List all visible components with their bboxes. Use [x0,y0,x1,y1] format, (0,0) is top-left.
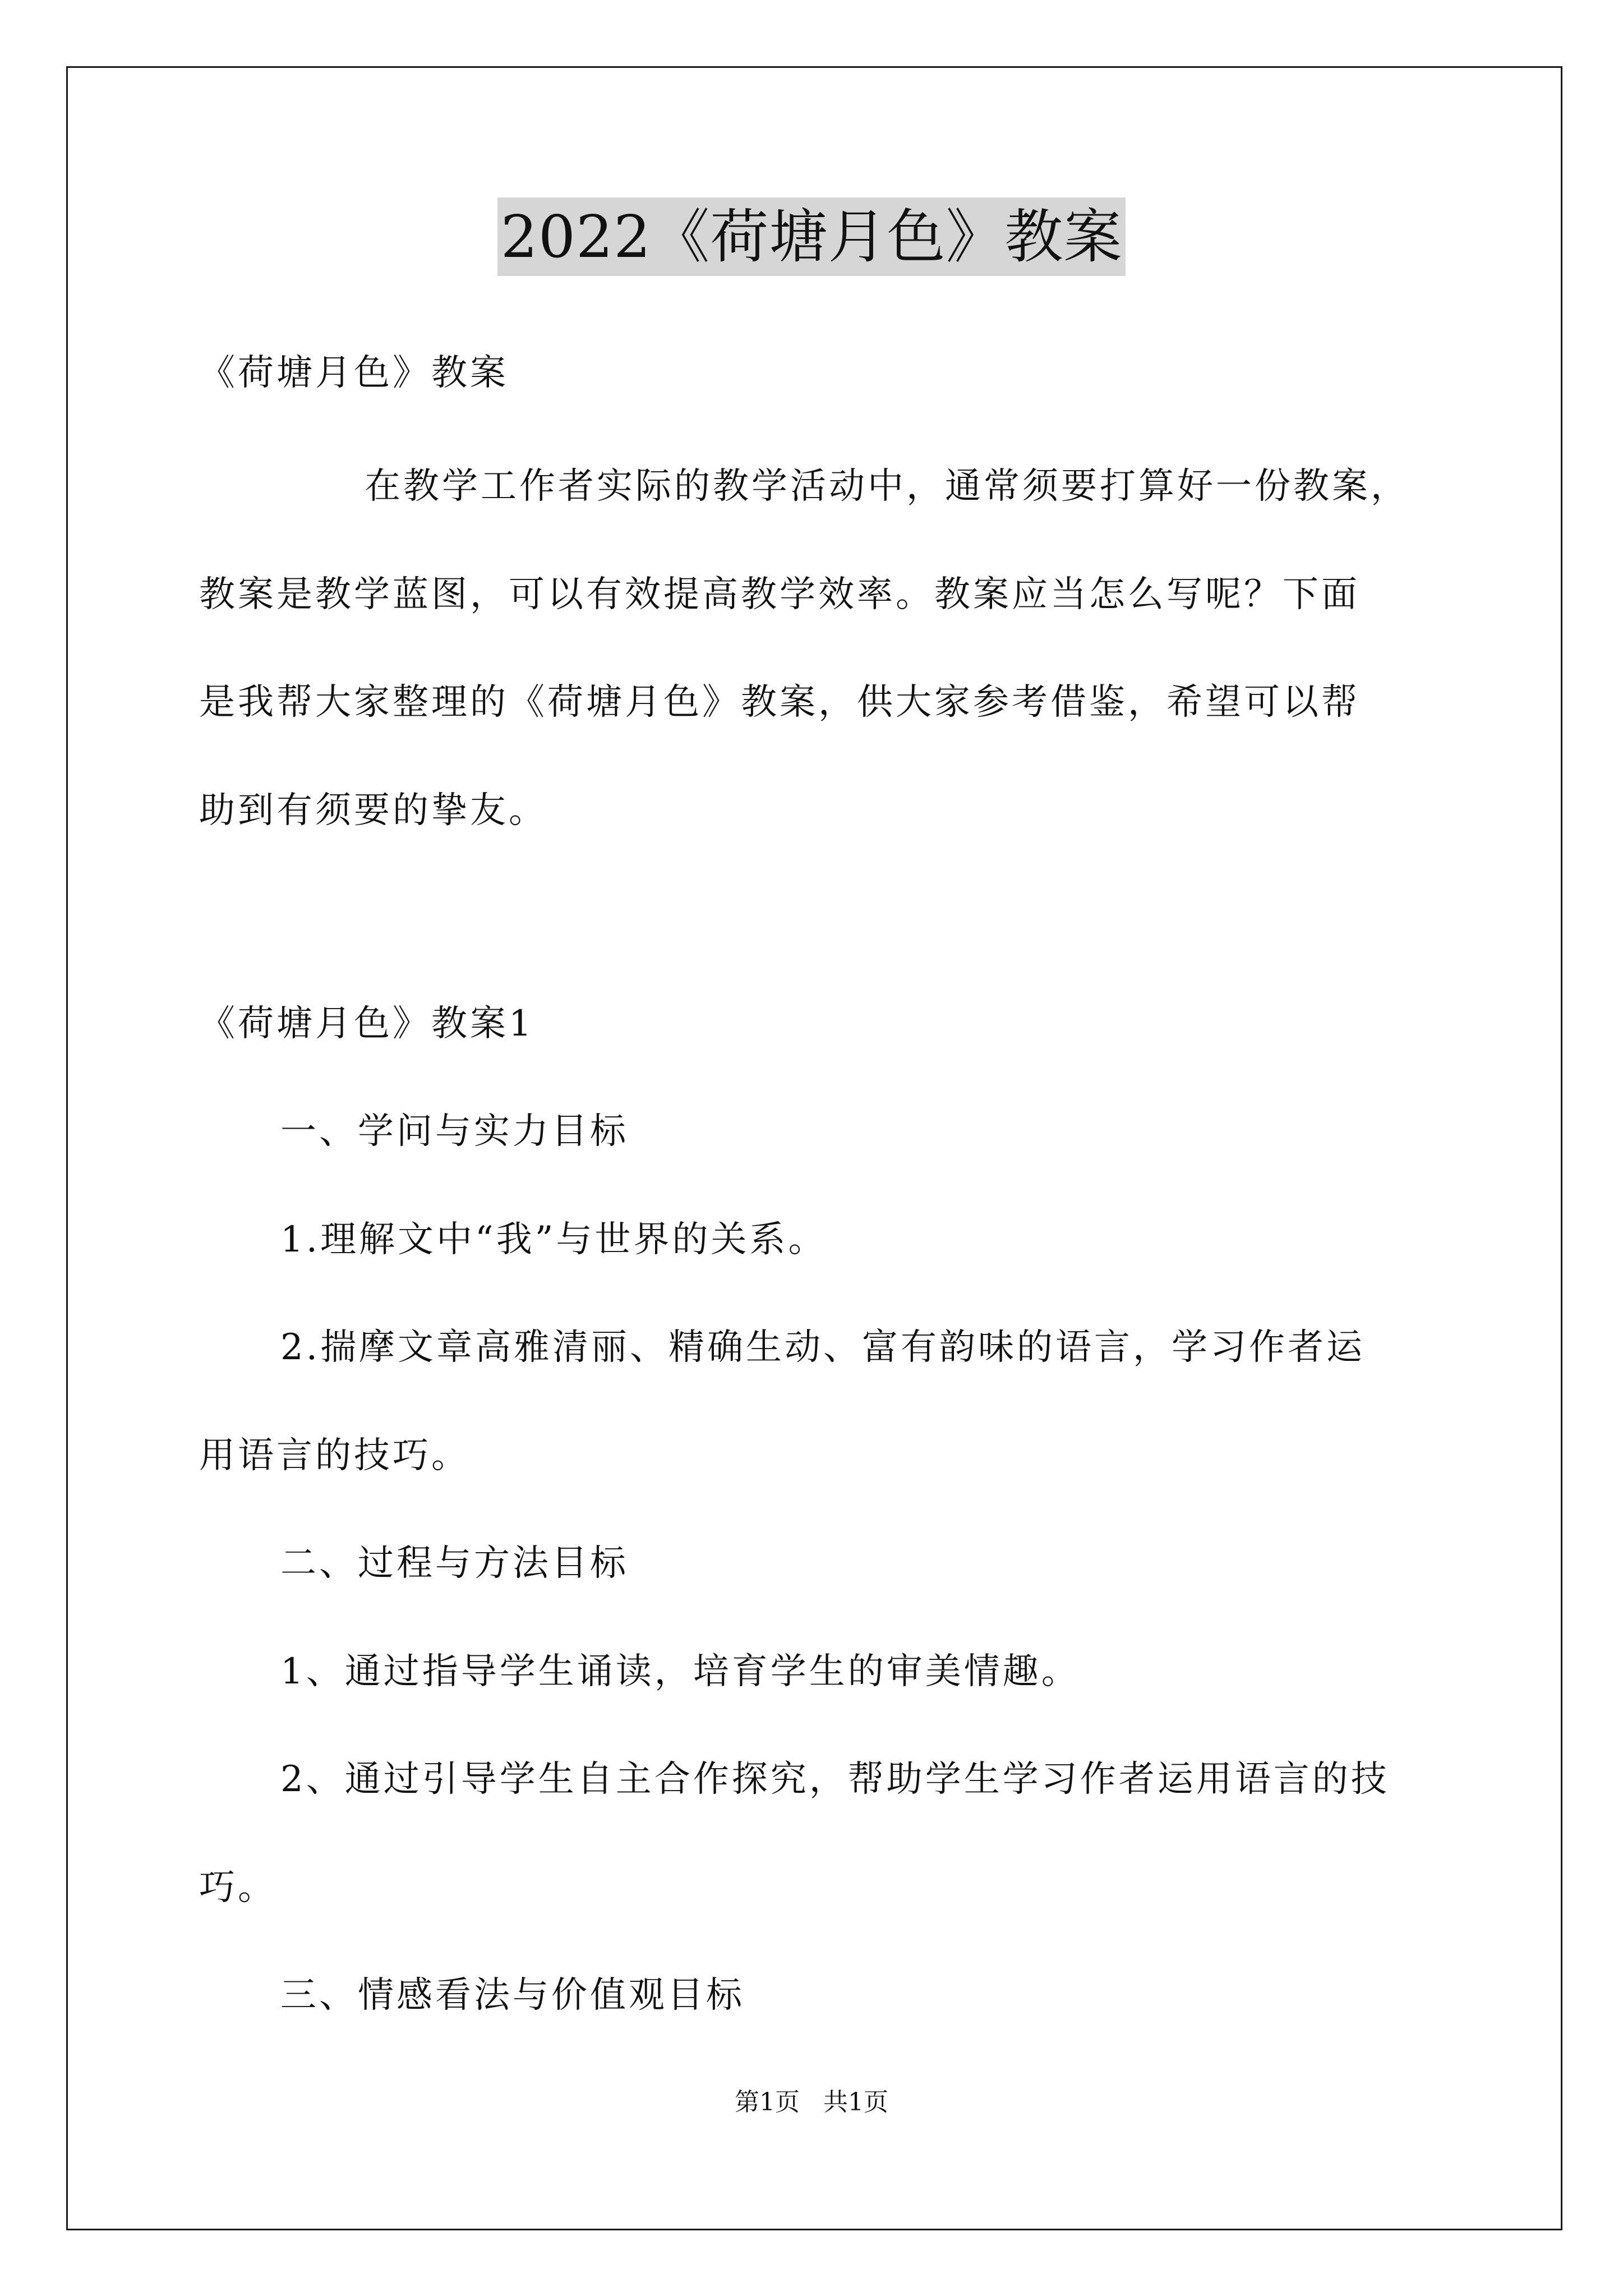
paragraph-line: 是我帮大家整理的《荷塘月色》教案，供大家参考借鉴，希望可以帮 [199,682,1360,723]
list-item: 1.理解文中“我”与世界的关系。 [280,1219,827,1260]
objective-heading: 三、情感看法与价值观目标 [280,1975,745,2016]
list-item: 2.揣摩文章高雅清丽、精确生动、富有韵味的语言，学习作者运 [280,1327,1366,1368]
page-footer [0,2087,1623,2118]
document-title: 2022《荷塘月色》教案 [497,197,1126,276]
list-item: 1、通过指导学生诵读，培育学生的审美情趣。 [280,1651,1080,1692]
paragraph-line: 助到有须要的挚友。 [199,790,547,831]
paragraph-line: 教案是教学蓝图，可以有效提高教学效率。教案应当怎么写呢？下面 [199,574,1360,615]
title-container [0,197,1623,276]
subtitle: 《荷塘月色》教案 [199,352,509,394]
objective-heading: 二、过程与方法目标 [280,1543,629,1584]
section-heading: 《荷塘月色》教案1 [199,1003,534,1045]
list-item-continuation: 用语言的技巧。 [199,1435,470,1476]
page-number-total: 共1页 [823,2088,888,2116]
page-number-current: 第1页 [735,2088,800,2116]
list-item-continuation: 巧。 [199,1867,276,1908]
paragraph-line: 在教学工作者实际的教学活动中，通常须要打算好一份教案， [365,466,1409,507]
objective-heading: 一、学问与实力目标 [280,1111,629,1152]
list-item: 2、通过引导学生自主合作探究，帮助学生学习作者运用语言的技 [280,1759,1390,1800]
